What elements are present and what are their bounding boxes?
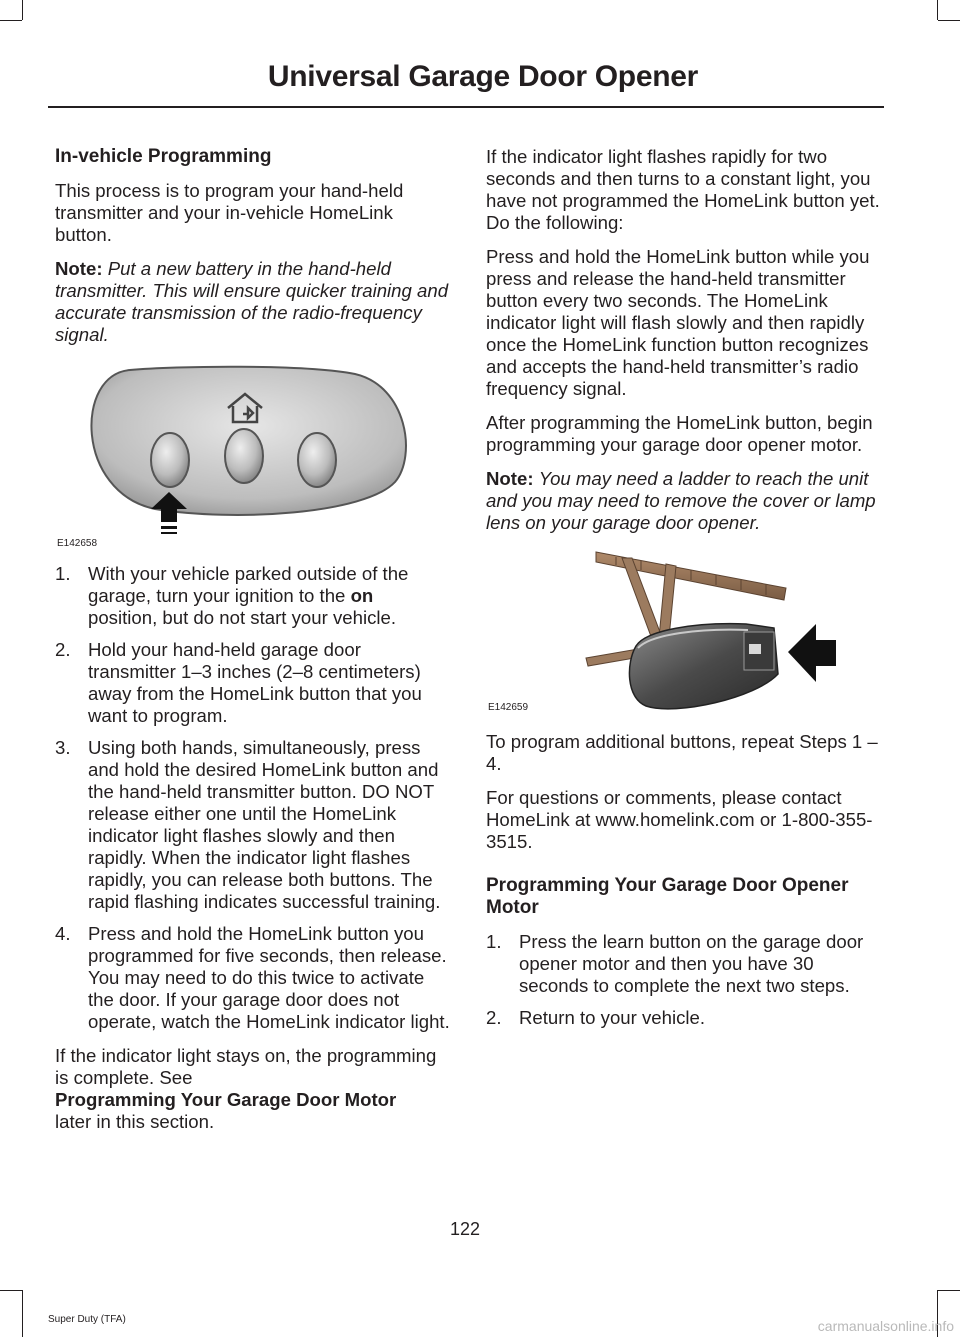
list-item: 3. Using both hands, simultaneously, press and hold the desired HomeLink button and the hand-held transmitter button. DO NOT release either one until the HomeLink indicator light flashes slowly and then rapidly. When the indicator light flashes rapidly, you can release both buttons. The rapid flashing indicates successful training. [55, 737, 441, 912]
closing-paragraph: If the indicator light stays on, the programming is complete. See Programming Your Garage Door Motor later in this section. [55, 1045, 437, 1132]
programming-steps [55, 563, 450, 1033]
ladder-note [486, 468, 882, 534]
page-title: Universal Garage Door Opener [267, 60, 698, 93]
paragraph: Press and hold the HomeLink button while you press and release the hand-held transmitter button every two seconds. The HomeLink indicator light will flash slowly and then rapidly once the HomeLink function button recognizes and accepts the hand-held transmitter’s radio frequency signal. [486, 246, 870, 399]
footer-model: Super Duty (TFA) [48, 1314, 126, 1325]
section-heading-garage-motor: Programming Your Garage Door Opener Motor [486, 875, 849, 918]
garage-opener-motor-illustration [486, 548, 882, 713]
homelink-button-1 [151, 433, 189, 487]
crop-mark [0, 1290, 22, 1291]
crop-mark [0, 20, 22, 21]
list-item: 1. Press the learn button on the garage door opener motor and then you have 30 seconds to complete the next two steps. [486, 931, 864, 996]
figure-code: E142658 [57, 538, 98, 549]
note-label: Note: [55, 258, 103, 279]
list-item: 1. With your vehicle parked outside of the garage, turn your ignition to the on position, but do not start your vehicle. [55, 563, 409, 628]
cross-reference: Programming Your Garage Door Motor [55, 1089, 397, 1110]
list-item: 2. Return to your vehicle. [486, 1007, 706, 1028]
note-text: Put a new battery in the hand-held transmitter. This will ensure quicker training and accurate transmission of the radio-frequency signal. [55, 258, 449, 345]
paragraph: After programming the HomeLink button, begin programming your garage door opener motor. [486, 412, 873, 455]
figure-code: E142659 [488, 702, 529, 713]
section-heading-in-vehicle: In-vehicle Programming [55, 146, 272, 167]
intro-paragraph: This process is to program your hand-held transmitter and your in-vehicle HomeLink button. [55, 180, 404, 245]
homelink-buttons-figure [55, 364, 450, 549]
homelink-console-illustration [55, 364, 450, 549]
page-number: 122 [449, 1219, 481, 1239]
crop-mark [22, 0, 23, 20]
note-text: You may need a ladder to reach the unit and you may need to remove the cover or lamp lens on your garage door opener. [486, 468, 876, 533]
list-item: 4. Press and hold the HomeLink button you programmed for five seconds, then release. You may need to do this twice to activate the door. If your garage door does not operate, watch the HomeLink indicator light. [55, 923, 450, 1032]
paragraph: If the indicator light flashes rapidly for two seconds and then turns to a constant light, you have not programmed the HomeLink button yet. Do the following: [486, 146, 880, 233]
note-label: Note: [486, 468, 534, 489]
motor-programming-steps [486, 931, 882, 1029]
homelink-button-2 [225, 429, 263, 483]
contact-paragraph: For questions or comments, please contact HomeLink at www.homelink.com or 1-800-355-3515. [486, 787, 873, 852]
homelink-button-3 [298, 433, 336, 487]
right-column [486, 146, 882, 1041]
header-divider [48, 106, 884, 108]
garage-opener-figure [486, 548, 882, 713]
arrow-left-icon [788, 624, 836, 682]
crop-mark [22, 1290, 23, 1337]
list-item: 2. Hold your hand-held garage door transmitter 1–3 inches (2–8 centimeters) away from the HomeLink button that you want to program. [55, 639, 422, 726]
paragraph: To program additional buttons, repeat Steps 1 – 4. [486, 731, 878, 774]
left-column [55, 146, 450, 1145]
crop-mark [938, 20, 960, 21]
battery-note [55, 258, 450, 346]
crop-mark [937, 0, 938, 20]
watermark: carmanualsonline.info [817, 1318, 954, 1334]
crop-mark [938, 1290, 960, 1291]
